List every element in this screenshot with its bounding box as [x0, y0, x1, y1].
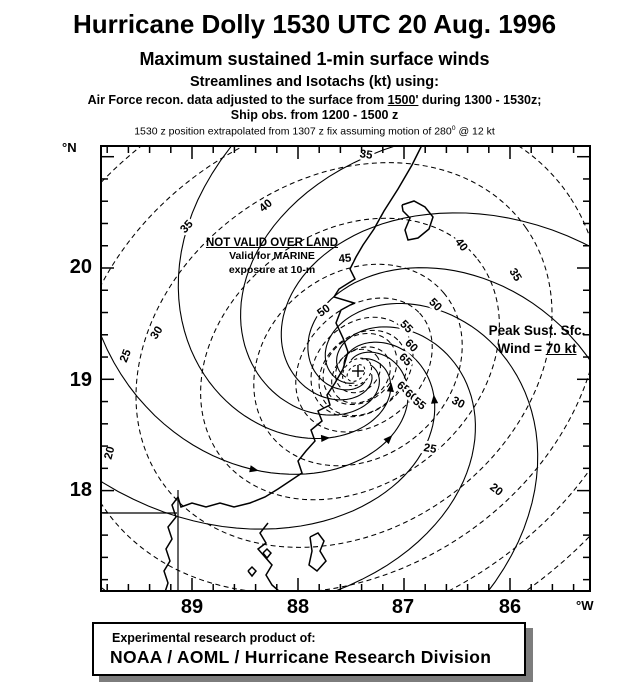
peak-wind-line2: Wind = 70 kt — [497, 341, 577, 357]
not-valid-line1: NOT VALID OVER LAND — [205, 237, 339, 249]
isotach-label: 60 — [402, 337, 420, 355]
isotach-label: 60 — [402, 387, 420, 405]
peak-wind-annotation — [478, 322, 596, 358]
isotach-label: 40 — [452, 236, 470, 254]
isotach-label: 30 — [449, 394, 467, 412]
subtitle-winds: Maximum sustained 1-min surface winds — [139, 49, 490, 69]
isotach-label: 55 — [397, 318, 415, 336]
coastline — [309, 533, 326, 571]
lon-tick-label-86: 86 — [498, 596, 522, 618]
isotach-label: 50 — [426, 296, 444, 314]
streamline-arrow — [249, 465, 259, 472]
streamline — [100, 327, 475, 592]
isotach-label: 25 — [422, 442, 438, 457]
peak-wind-value: 70 kt — [545, 341, 577, 357]
coastline — [164, 145, 422, 592]
coastline — [248, 567, 256, 576]
isotach-label: 40 — [257, 197, 275, 215]
isotach-contour — [145, 160, 555, 558]
isotach-contour — [100, 145, 591, 592]
coastline — [402, 201, 433, 240]
peak-wind-line1: Peak Sust. Sfc. — [488, 323, 586, 338]
lon-axis-unit: °W — [576, 598, 594, 613]
streamline — [100, 145, 408, 474]
isotach-contour — [337, 353, 377, 392]
isotach-label: 45 — [338, 252, 352, 266]
isotach-label: 35 — [358, 148, 374, 162]
isotach-contour — [309, 319, 411, 419]
credit-line2: NOAA / AOML / Hurricane Research Division — [110, 647, 492, 667]
isotach-contour — [344, 361, 368, 385]
isotach-contour — [100, 145, 591, 592]
coastline — [258, 523, 280, 592]
streamline-arrow — [431, 394, 438, 403]
isotach-contour — [100, 145, 591, 592]
lon-tick-label-88: 88 — [286, 596, 310, 618]
isotach-contour — [320, 335, 401, 414]
isotach-label: 50 — [315, 302, 333, 320]
lat-axis-unit: °N — [62, 140, 77, 155]
isotach-label: 20 — [102, 445, 118, 461]
degree-superscript: 0 — [451, 125, 456, 132]
lon-tick-label-89: 89 — [180, 596, 204, 618]
figure-header — [0, 0, 629, 138]
streamline-isotach-plot — [100, 145, 591, 592]
subtitle-method: Streamlines and Isotachs (kt) using: — [190, 74, 439, 90]
ship-obs-line: Ship obs. from 1200 - 1500 z — [230, 108, 399, 122]
streamline-arrow — [321, 435, 330, 442]
isotach-label: 35 — [506, 266, 524, 284]
map-frame — [101, 146, 590, 591]
lat-tick-label-20: 20 — [69, 256, 92, 278]
isotach-label: 35 — [178, 218, 196, 236]
page-title: Hurricane Dolly 1530 UTC 20 Aug. 1996 — [72, 9, 557, 39]
not-valid-line3: exposure at 10-m — [228, 263, 316, 276]
isotach-contour — [100, 145, 591, 592]
wind-analysis-map — [100, 145, 591, 592]
isotach-label: 55 — [410, 395, 428, 413]
isotach-label: 20 — [487, 481, 505, 499]
isotach-label: 30 — [148, 324, 166, 342]
credit-line1: Experimental research product of: — [112, 631, 316, 645]
isotach-label: 25 — [118, 347, 134, 365]
lat-tick-label-18: 18 — [69, 479, 92, 501]
streamline — [178, 145, 591, 439]
credit-box — [92, 622, 526, 676]
isotach-contour — [291, 297, 433, 437]
altitude-underlined: 1500' — [387, 93, 419, 107]
data-source-line: Air Force recon. data adjusted to the surface from 1500' during 1300 - 1530z; — [87, 93, 542, 107]
position-note-line: 1530 z position extrapolated from 1307 z fix assuming motion of $280^0$ @ 12 kt — [134, 125, 495, 138]
not-valid-line2: Valid for MARINE — [229, 250, 315, 263]
not-valid-annotation — [196, 236, 348, 277]
isotach-label: 65 — [396, 351, 414, 369]
isotach-label: 65 — [394, 379, 412, 397]
lon-tick-label-87: 87 — [391, 596, 415, 618]
lat-tick-label-19: 19 — [69, 369, 92, 391]
